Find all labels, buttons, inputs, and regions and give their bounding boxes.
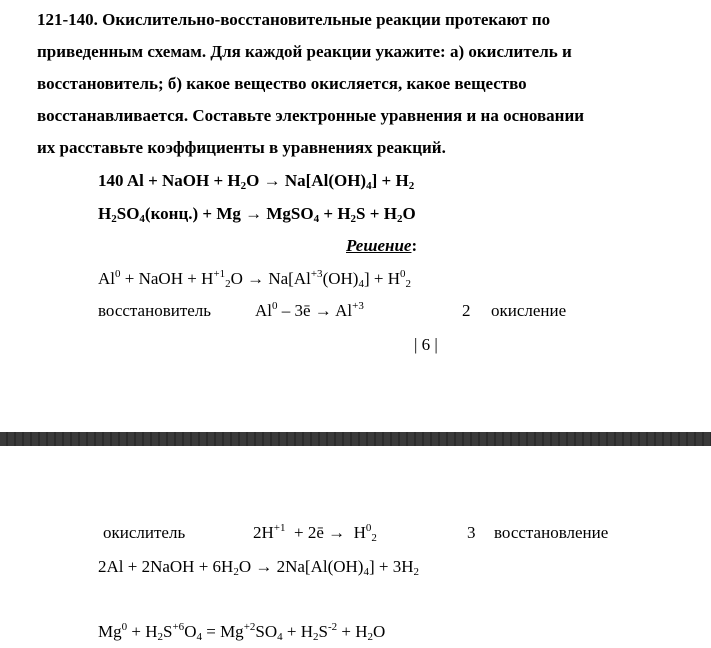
oxidizer-half-reaction: $2H^{+1}$ + 2ē → $H^0_2$ bbox=[253, 522, 377, 544]
page-break-bar bbox=[0, 432, 711, 446]
balanced-equation-1: 2Al + 2NaOH + $6H_2O \to 2Na[Al(OH)_4] + 3H_2$ bbox=[98, 557, 419, 578]
task-text-line-3: восстановитель; б) какое вещество окисляется, какое вещество bbox=[37, 74, 527, 93]
task-reaction-1: 140 Al + NaOH + $H_2O \to Na[Al(OH)_4] + H_2$ bbox=[98, 171, 415, 192]
task-reaction-2: $H_2SO_4(конц.) + Mg$ → MgSO$_4$ + $H_2S + H_2O$ bbox=[98, 204, 416, 225]
reducer-half-reaction: Al$^0$ – 3ē → $Al^{+3}$ bbox=[255, 300, 364, 320]
reducer-label: восстановитель bbox=[98, 301, 212, 320]
equation-2-oxidation-states: $Mg^0 + H_2S^{+6}O_4 = Mg^{+2}SO_4 + H_2S^{-2} + H_2O$ bbox=[98, 621, 386, 643]
oxidizer-coefficient: 3 bbox=[467, 523, 476, 542]
oxidizer-process: восстановление bbox=[494, 523, 609, 542]
task-text-line-4: восстанавливается. Составьте электронные уравнения и на основании bbox=[37, 106, 585, 125]
solution-heading: Решение: bbox=[346, 236, 418, 255]
lcm-box: | 6 | bbox=[414, 335, 438, 354]
equation-1-oxidation-states: Al$^0$ + NaOH + $H^{+1}_2O \to Na[Al^{+3}(OH)_4] + H^0_2$ bbox=[98, 268, 411, 290]
reducer-process: окисление bbox=[491, 301, 567, 320]
oxidizer-label: окислитель bbox=[103, 523, 186, 542]
reducer-coefficient: 2 bbox=[462, 301, 471, 320]
task-text-line-1: 121-140. Окислительно-восстановительные реакции протекают по bbox=[37, 10, 551, 29]
task-text-line-2: приведенным схемам. Для каждой реакции укажите: а) окислитель и bbox=[37, 42, 572, 61]
task-text-line-5: их расставьте коэффициенты в уравнениях реакций. bbox=[37, 138, 446, 157]
